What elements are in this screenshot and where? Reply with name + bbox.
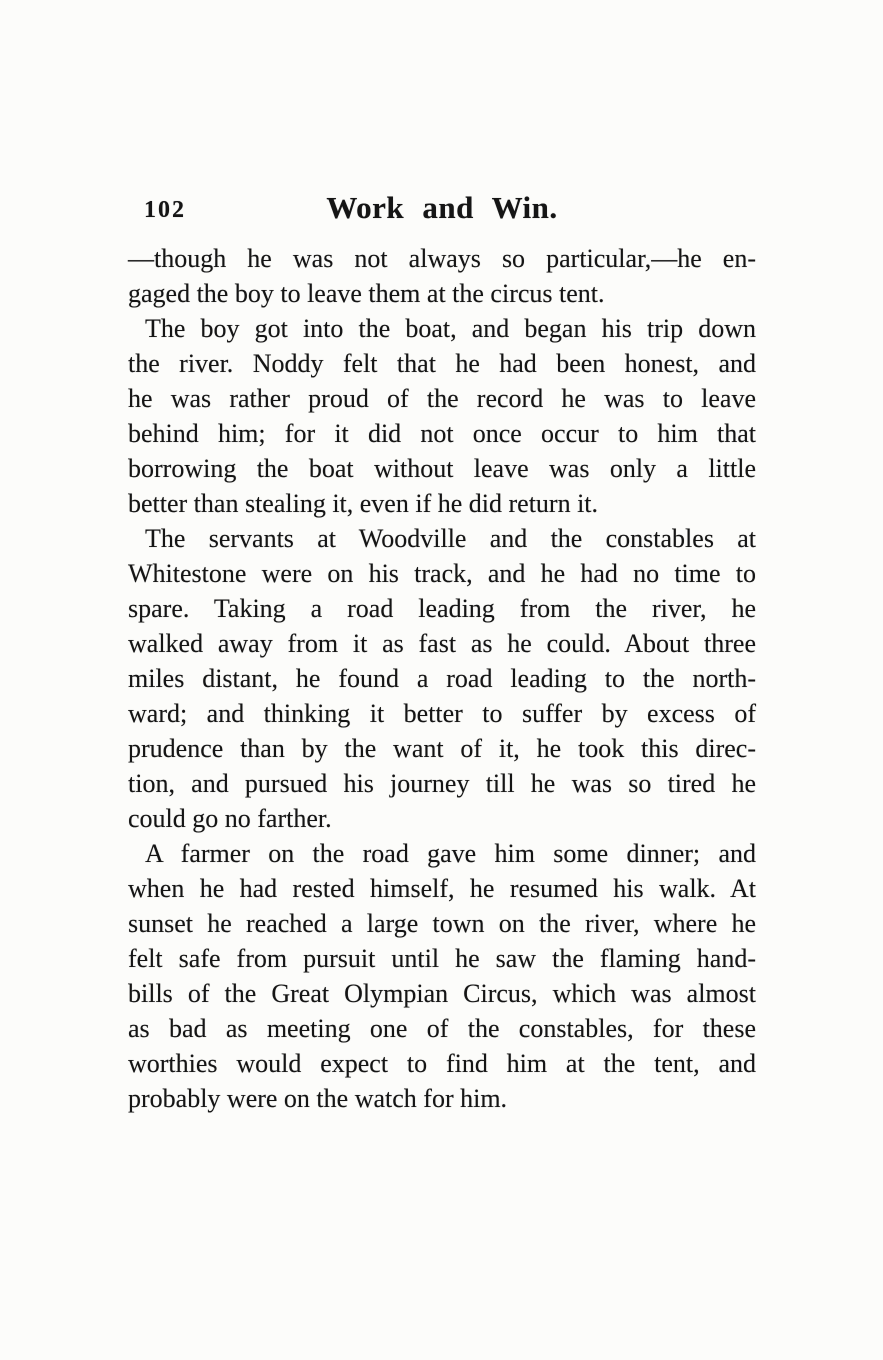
page-number: 102	[144, 197, 186, 223]
text-line: probably were on the watch for him.	[128, 1084, 508, 1113]
text-line: could go no farther.	[128, 804, 332, 833]
text-line: sunset he reached a large town on the river, where he	[128, 909, 756, 938]
text-line: felt safe from pursuit until he saw the flaming hand-	[128, 944, 756, 973]
text-line: behind him; for it did not once occur to him that	[128, 419, 756, 448]
paragraph	[128, 836, 756, 1116]
text-line: as bad as meeting one of the constables, for these	[128, 1014, 756, 1043]
text-line: better than stealing it, even if he did return it.	[128, 489, 599, 518]
paragraph	[128, 311, 756, 521]
text-line: A farmer on the road gave him some dinner; and	[145, 839, 756, 868]
text-line: bills of the Great Olympian Circus, which was almost	[128, 979, 756, 1008]
text-line: prudence than by the want of it, he took this direc-	[128, 734, 756, 763]
text-line: borrowing the boat without leave was only a little	[128, 454, 756, 483]
page-header	[128, 190, 756, 232]
text-line: when he had rested himself, he resumed his walk. At	[128, 874, 756, 903]
text-line: he was rather proud of the record he was to leave	[128, 384, 756, 413]
text-line: the river. Noddy felt that he had been honest, and	[128, 349, 756, 378]
running-title: Work and Win.	[326, 190, 558, 225]
text-line: miles distant, he found a road leading to the north-	[128, 664, 756, 693]
paragraph	[128, 521, 756, 836]
text-line: —though he was not always so particular,—he en-	[128, 244, 756, 273]
page-body-text	[128, 241, 756, 1116]
text-line: walked away from it as fast as he could. About three	[128, 629, 756, 658]
text-line: worthies would expect to find him at the tent, and	[128, 1049, 756, 1078]
text-line: The boy got into the boat, and began his trip down	[145, 314, 756, 343]
text-line: Whitestone were on his track, and he had no time to	[128, 559, 756, 588]
text-line: ward; and thinking it better to suffer by excess of	[128, 699, 756, 728]
paragraph	[128, 241, 756, 311]
text-line: gaged the boy to leave them at the circus tent.	[128, 279, 605, 308]
text-line: The servants at Woodville and the constables at	[145, 524, 756, 553]
text-line: spare. Taking a road leading from the river, he	[128, 594, 756, 623]
text-line: tion, and pursued his journey till he was so tired he	[128, 769, 756, 798]
